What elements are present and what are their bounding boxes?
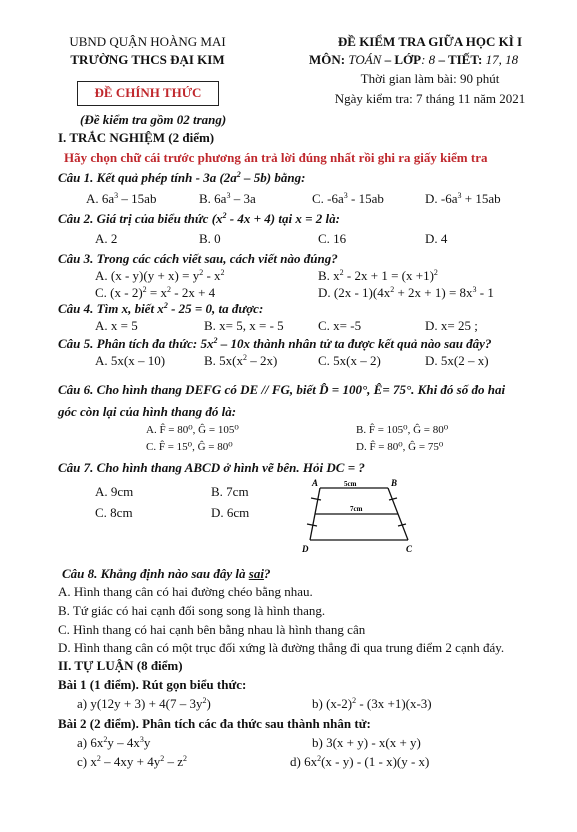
vertex-a-label: A — [312, 478, 319, 488]
ex2-item-c: c) $x^2 - 4xy + 4y^2 - z^2$ — [77, 754, 187, 769]
question-6-line1: Câu 6. Cho hình thang DEFG có DE // FG, biết D̂ = 100°, Ê= 75°. Khi đó số đo hai — [58, 382, 506, 397]
q1-option-a: A. $6a^3 - 15ab$ — [86, 191, 157, 206]
question-4: Câu 4. Tìm x, biết $x^2 - 25 = 0$, ta được: — [58, 301, 264, 316]
top-base-length: 5cm — [344, 480, 357, 488]
exam-title: ĐỀ KIỂM TRA GIỮA HỌC KÌ I — [337, 34, 523, 49]
subject-line: MÔN: TOÁN – LỚP: 8 – TIẾT: 17, 18 — [309, 52, 519, 67]
q7-option-c: C. 8cm — [95, 505, 133, 520]
question-2: Câu 2. Giá trị của biểu thức $(x^2 - 4x + 4)$ tại x = 2 là: — [58, 211, 340, 226]
q5-option-b: B. $5x(x^2 - 2x)$ — [204, 353, 278, 368]
q6-option-d: D. F̂ = 80⁰, Ĝ = 75⁰ — [356, 441, 444, 453]
q2-option-c: C. 16 — [318, 231, 347, 246]
vertex-b-label: B — [391, 478, 398, 488]
vertex-d-label: D — [302, 544, 309, 554]
question-6-line2: góc còn lại của hình thang đó là: — [58, 404, 237, 419]
q1-option-c: C. $-6a^3 - 15ab$ — [312, 191, 384, 206]
ex2-item-b: b) 3(x + y) - x(x + y) — [312, 735, 421, 750]
part1-instruction: Hãy chọn chữ cái trước phương án trả lời đúng nhất rồi ghi ra giấy kiểm tra — [64, 150, 488, 165]
q5-option-a: A. 5x(x – 10) — [95, 353, 166, 368]
exam-date: Ngày kiểm tra: 7 tháng 11 năm 2021 — [334, 91, 526, 106]
ex1-item-a: a) $y(12y + 3) + 4(7 - 3y^2)$ — [77, 696, 211, 711]
q4-option-a: A. x = 5 — [95, 318, 138, 333]
q7-option-d: D. 6cm — [211, 505, 250, 520]
q8-option-a: A. Hình thang cân có hai đường chéo bằng nhau. — [58, 584, 313, 599]
midline-length: 7cm — [350, 505, 363, 513]
question-5: Câu 5. Phân tích đa thức: $5x^2 - 10x$ thành nhân tử ta được kết quả nào sau đây? — [58, 336, 492, 351]
official-stamp: ĐỀ CHÍNH THỨC — [77, 81, 219, 106]
q3-option-c: C. $(x - 2)^2 = x^2 - 2x + 4$ — [95, 285, 216, 300]
q3-option-a: A. $(x - y)(y + x) = y^2 - x^2$ — [95, 268, 225, 283]
q4-option-c: C. x= -5 — [318, 318, 362, 333]
exam-duration: Thời gian làm bài: 90 phút — [360, 71, 500, 86]
vertex-c-label: C — [406, 544, 413, 554]
question-3: Câu 3. Trong các cách viết sau, cách viết nào đúng? — [58, 251, 338, 266]
q2-option-d: D. 4 — [425, 231, 448, 246]
q6-option-a: A. F̂ = 80⁰, Ĝ = 105⁰ — [146, 424, 239, 436]
q3-option-b: B. $x^2 - 2x + 1 = (x +1)^2$ — [318, 268, 438, 283]
question-7: Câu 7. Cho hình thang ABCD ở hình vẽ bên. Hỏi DC = ? — [58, 460, 365, 475]
district-name: UBND QUẬN HOÀNG MAI — [69, 34, 226, 49]
part1-title: I. TRẮC NGHIỆM (2 điểm) — [58, 130, 215, 145]
page-count-note: (Đề kiểm tra gồm 02 trang) — [80, 112, 227, 127]
part2-title: II. TỰ LUẬN (8 điểm) — [58, 658, 183, 673]
exercise-1-title: Bài 1 (1 điểm). Rút gọn biểu thức: — [58, 677, 247, 692]
q2-option-b: B. 0 — [199, 231, 221, 246]
exercise-2-title: Bài 2 (2 điểm). Phân tích các đa thức sau thành nhân tử: — [58, 716, 371, 731]
q1-option-d: D. $-6a^3 + 15ab$ — [425, 191, 501, 206]
ex1-item-b: b) $(x-2)^2 - (3x +1)(x-3)$ — [312, 696, 432, 711]
q7-option-a: A. 9cm — [95, 484, 134, 499]
ex2-item-a: a) $6x^2y - 4x^3y$ — [77, 735, 151, 750]
q2-option-a: A. 2 — [95, 231, 118, 246]
q4-option-b: B. x= 5, x = - 5 — [204, 318, 284, 333]
q6-option-c: C. F̂ = 15⁰, Ĝ = 80⁰ — [146, 441, 233, 453]
q3-option-d: D. $(2x - 1)(4x^2 + 2x + 1) = 8x^3 - 1$ — [318, 285, 494, 300]
q8-option-d: D. Hình thang cân có một trục đối xứng là đường thẳng đi qua trung điểm 2 cạnh đáy. — [58, 640, 505, 655]
school-name: TRƯỜNG THCS ĐẠI KIM — [70, 52, 225, 67]
trapezoid-figure — [300, 478, 430, 558]
q8-option-b: B. Tứ giác có hai cạnh đối song song là hình thang. — [58, 603, 326, 618]
q6-option-b: B. F̂ = 105⁰, Ĝ = 80⁰ — [356, 424, 449, 436]
q4-option-d: D. x= 25 ; — [425, 318, 478, 333]
question-1: Câu 1. Kết quả phép tính - 3a $(2a^2 - 5b)$ bằng: — [58, 170, 306, 185]
question-8: Câu 8. Khẳng định nào sau đây là sai? — [62, 566, 271, 581]
q5-option-c: C. 5x(x – 2) — [318, 353, 381, 368]
ex2-item-d: d) $6x^2(x - y) - (1 - x)(y - x)$ — [290, 754, 430, 769]
q1-option-b: B. $6a^3 - 3a$ — [199, 191, 256, 206]
q8-option-c: C. Hình thang có hai cạnh bên bằng nhau là hình thang cân — [58, 622, 366, 637]
q5-option-d: D. 5x(2 – x) — [425, 353, 489, 368]
q7-option-b: B. 7cm — [211, 484, 249, 499]
